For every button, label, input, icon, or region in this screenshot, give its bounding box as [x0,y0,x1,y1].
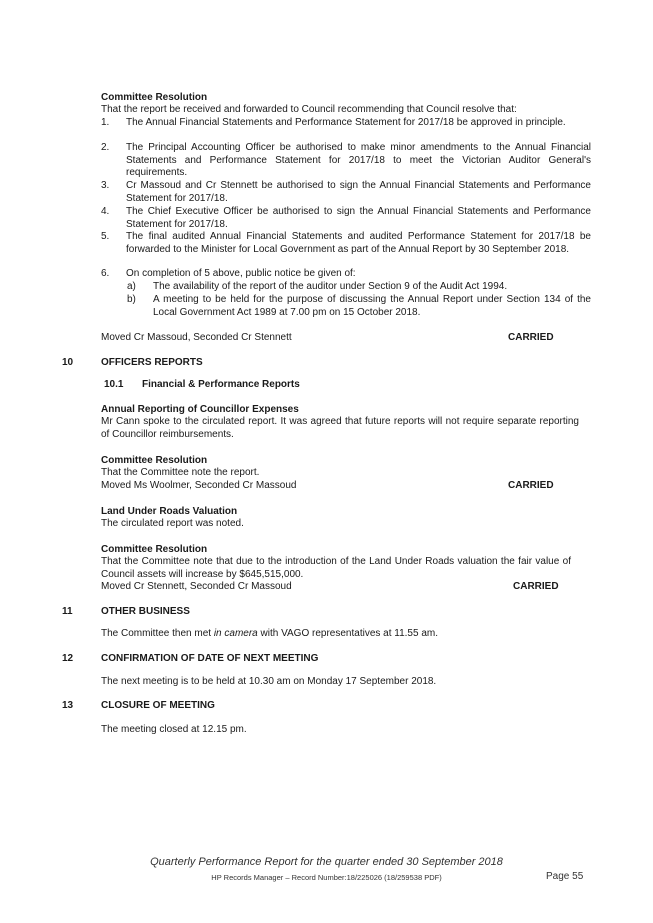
list-item-text: The Chief Executive Officer be authorised to sign the Annual Financial Statements and Performance Statement for 2017/18. [126,206,591,230]
sub-list-item [127,281,591,294]
sub-list-item-text: The availability of the report of the auditor under Section 9 of the Audit Act 1994. [153,281,508,292]
section-title: OFFICERS REPORTS [101,357,203,368]
list-item [101,231,591,256]
list-item-text: The Annual Financial Statements and Performance Statement for 2017/18 be approved in principle. [126,117,566,128]
list-item-text: Cr Massoud and Cr Stennett be authorised to sign the Annual Financial Statements and Performance Statement for 2017/18. [126,180,591,204]
status-carried: CARRIED [513,581,559,592]
list-item [101,206,591,231]
sub-list-item-text: A meeting to be held for the purpose of discussing the Annual Report under Section 134 of the Local Government Act 1989 at 7.00 pm on 15 October 2018. [153,294,591,318]
land-text: The circulated report was noted. [101,518,244,529]
section-number: 13 [62,700,74,711]
moved-seconded: Moved Cr Massoud, Seconded Cr Stennett [101,332,292,343]
list-item-number: 1. [101,117,110,128]
expenses-heading: Annual Reporting of Councillor Expenses [101,404,299,415]
land-heading: Land Under Roads Valuation [101,506,238,517]
section-text [101,628,438,641]
section-number: 10 [62,357,74,368]
resolution-text: That the Committee note that due to the introduction of the Land Under Roads valuation the fair value of Council assets will increase by $645,515,000. [101,556,571,580]
section-title: CONFIRMATION OF DATE OF NEXT MEETING [101,653,319,664]
list-item-number: 4. [101,206,110,217]
moved-seconded: Moved Ms Woolmer, Seconded Cr Massoud [101,480,297,491]
subsection-number: 10.1 [104,379,124,390]
section-text: The next meeting is to be held at 10.30 am on Monday 17 September 2018. [101,676,437,687]
text-part: The Committee then met [101,628,214,639]
section-title: OTHER BUSINESS [101,606,190,617]
status-carried: CARRIED [508,332,554,343]
committee-resolution-heading: Committee Resolution [101,455,208,466]
committee-resolution-heading: Committee Resolution [101,92,208,103]
list-item [101,142,591,180]
section-text: The meeting closed at 12.15 pm. [101,724,247,735]
section-title: CLOSURE OF MEETING [101,700,215,711]
list-item-text: The final audited Annual Financial Statements and audited Performance Statement for 2017/18 be forwarded to the Minister for Local Government as part of the Annual Report by 30 September 2018. [126,231,591,255]
expenses-text: Mr Cann spoke to the circulated report. It was agreed that future reports will not require separate reporting of Councillor reimbursements. [101,416,579,440]
sub-list-item-letter: b) [127,294,136,305]
footer-record-number: HP Records Manager – Record Number:18/225026 (18/259538 PDF) [211,873,442,882]
committee-resolution-heading: Committee Resolution [101,544,208,555]
resolution-intro: That the report be received and forwarded to Council recommending that Council resolve that: [101,104,517,115]
list-item [101,180,591,205]
status-carried: CARRIED [508,480,554,491]
list-item [101,268,591,281]
footer-title: Quarterly Performance Report for the quarter ended 30 September 2018 [150,856,503,868]
text-italic: in camera [213,628,258,639]
list-item-text: The Principal Accounting Officer be authorised to make minor amendments to the Annual Financial Statements and Performance Statement for 2017/18 to meet the Victorian Auditor General's requirements. [126,142,591,178]
list-item-number: 5. [101,231,110,242]
text-part: with VAGO representatives at 11.55 am. [257,628,439,639]
list-item-number: 3. [101,180,110,191]
section-number: 12 [62,653,74,664]
subsection-title: Financial & Performance Reports [142,379,300,390]
sub-list-item [127,294,591,319]
sub-list-item-letter: a) [127,281,136,292]
list-item-number: 6. [101,268,110,279]
resolution-text: That the Committee note the report. [101,467,260,478]
list-item [101,117,591,130]
list-item-number: 2. [101,142,110,153]
page-number: Page 55 [546,871,584,882]
section-number: 11 [62,606,73,617]
moved-seconded: Moved Cr Stennett, Seconded Cr Massoud [101,581,292,592]
list-item-text: On completion of 5 above, public notice be given of: [126,268,356,279]
